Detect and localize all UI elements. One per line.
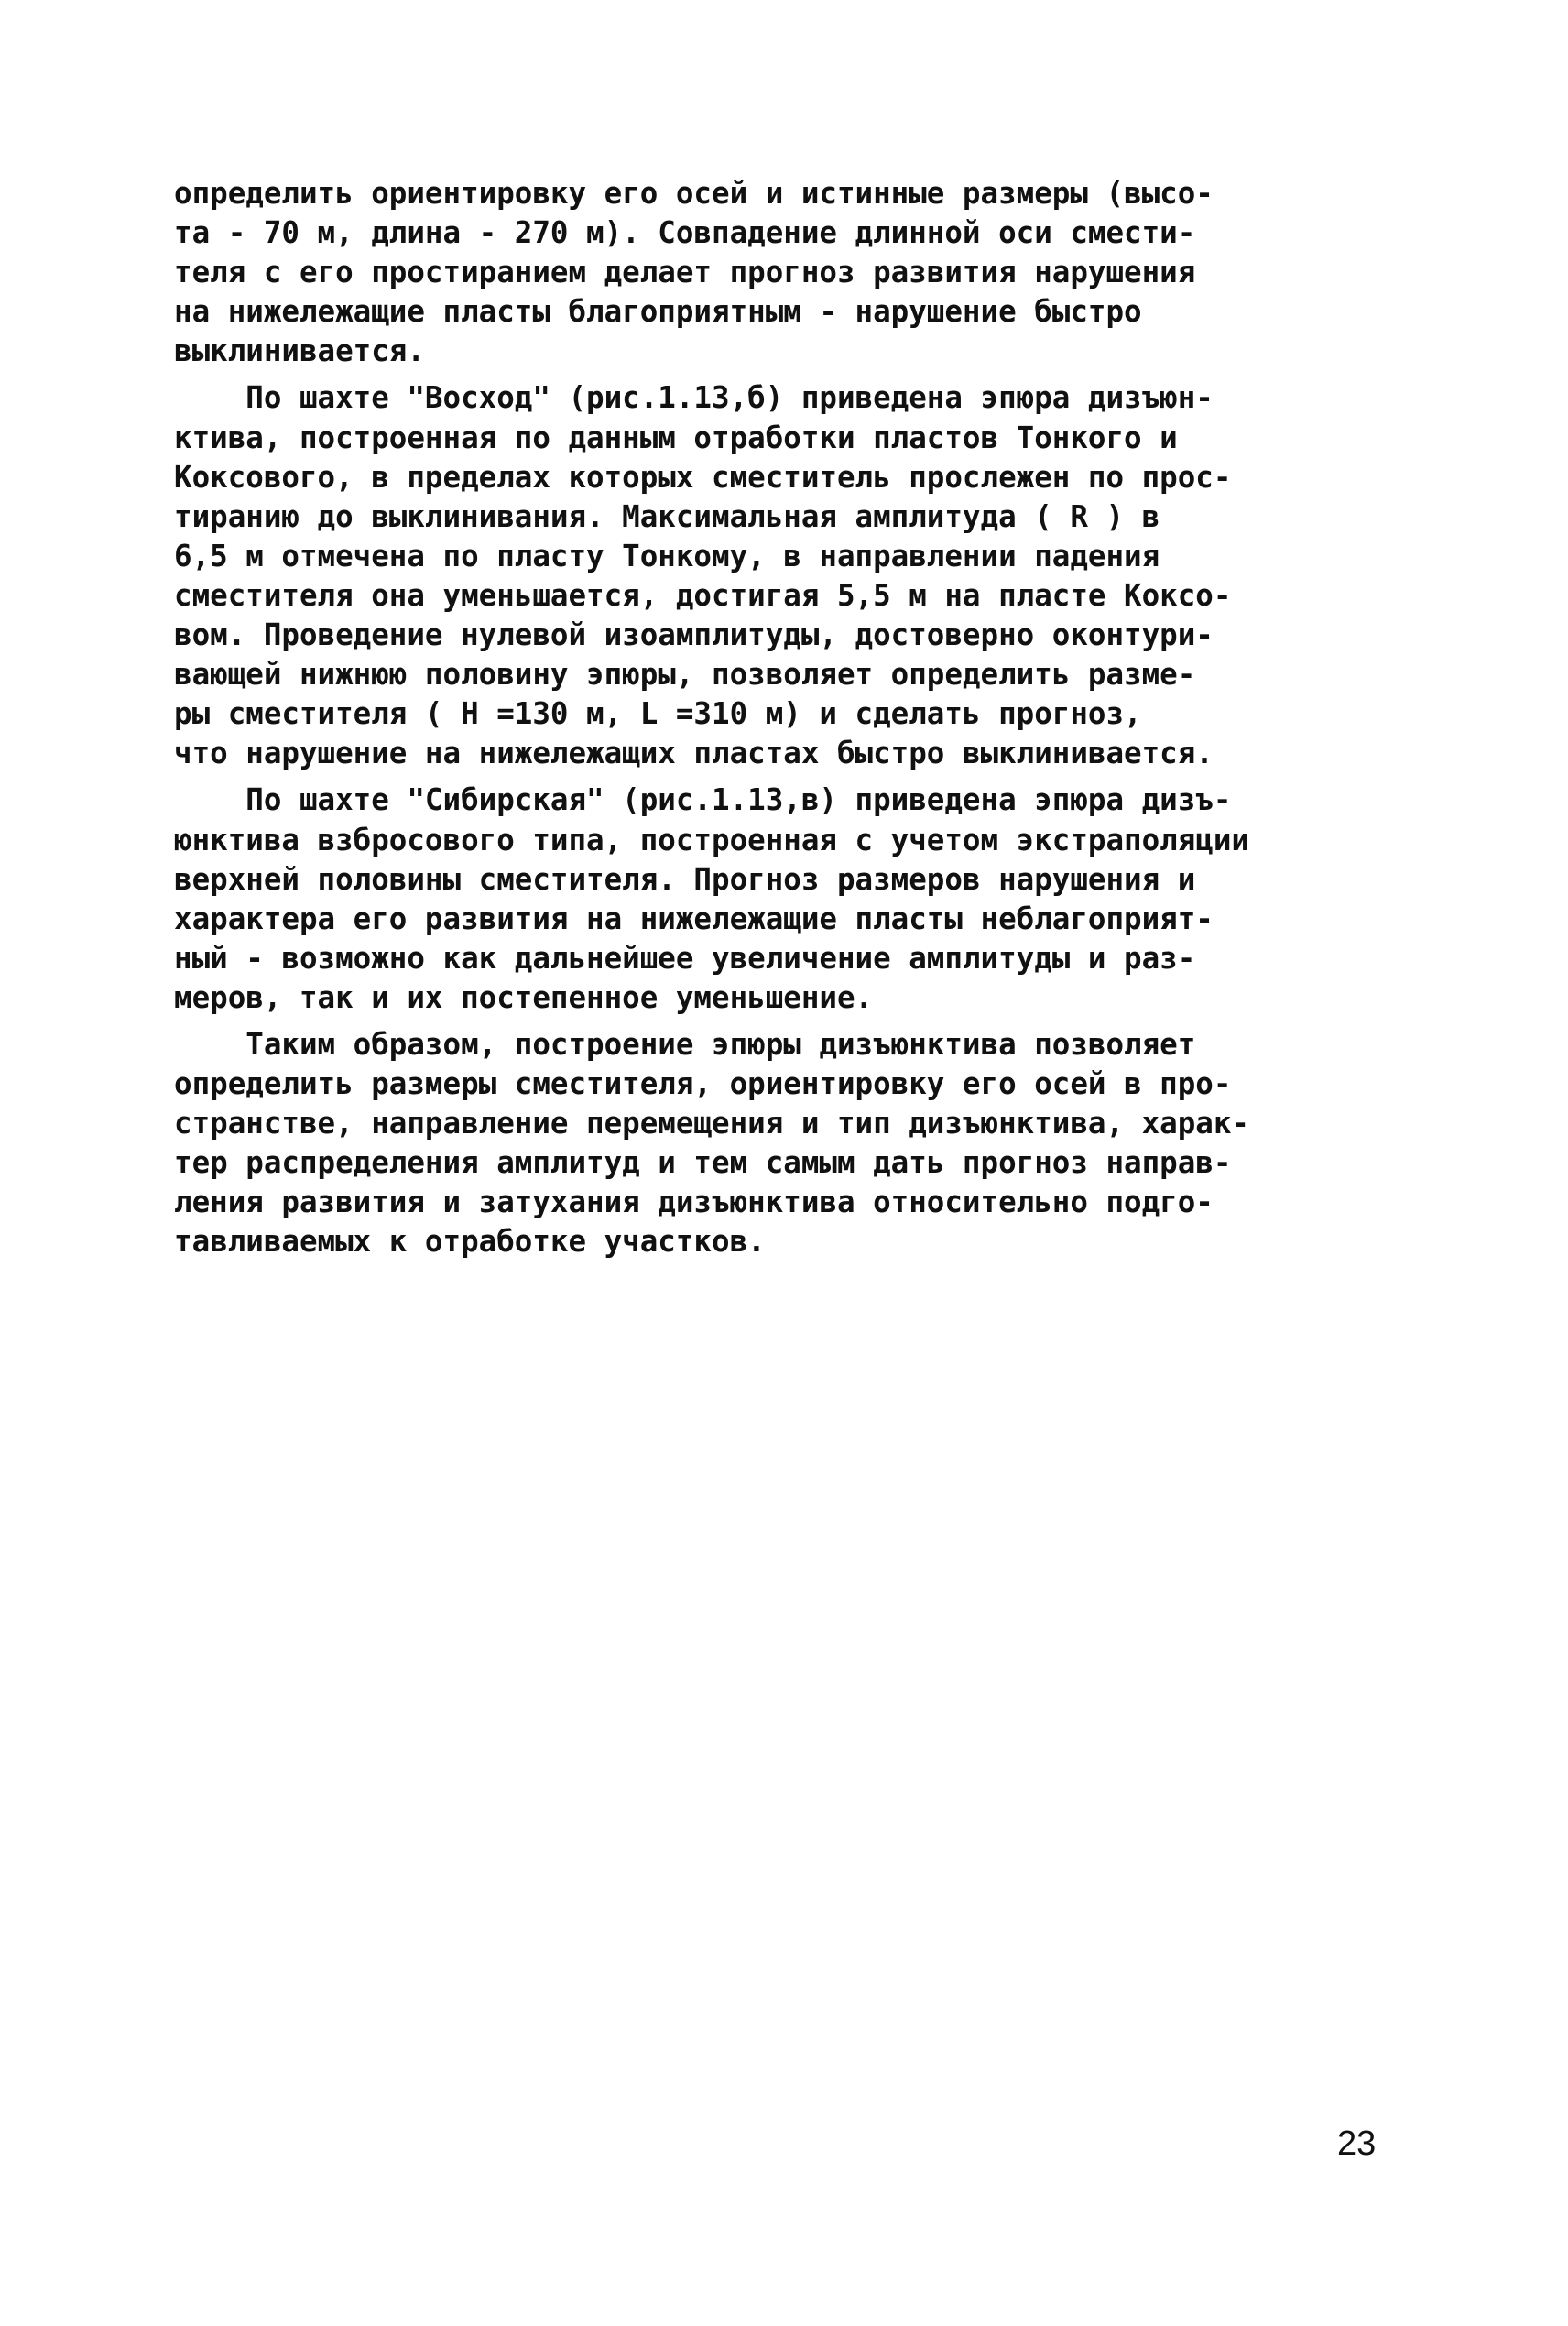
text-line: вом. Проведение нулевой изоамплитуды, достоверно оконтури- [174, 617, 1214, 653]
text-line: та - 70 м, длина - 270 м). Совпадение длинной оси смести- [174, 215, 1196, 251]
text-line: Коксового, в пределах которых сместитель прослежен по прос- [174, 459, 1232, 495]
text-line: По шахте "Восход" (рис.1.13,б) приведена эпюра дизъюн- [174, 380, 1214, 416]
paragraph-spacer [174, 371, 1420, 378]
page-number: 23 [1337, 2124, 1377, 2163]
text-line: вающей нижнюю половину эпюры, позволяет определить разме- [174, 657, 1196, 693]
text-line: тавливаемых к отработке участков. [174, 1224, 766, 1260]
text-line: странстве, направление перемещения и тип дизъюнктива, харак- [174, 1106, 1249, 1141]
text-line: юнктива взбросового типа, построенная с учетом экстраполяции [174, 822, 1249, 857]
text-line: Таким образом, построение эпюры дизъюнктива позволяет [174, 1026, 1196, 1062]
text-line: характера его развития на нижележащие пласты неблагоприят- [174, 901, 1214, 936]
paragraph-spacer [174, 1018, 1420, 1025]
text-line: теля с его простиранием делает прогноз развития нарушения [174, 255, 1196, 290]
paragraph-1 [174, 174, 1420, 371]
paragraph-3 [174, 781, 1420, 1018]
text-line: тер распределения амплитуд и тем самым дать прогноз направ- [174, 1145, 1232, 1181]
text-line: тиранию до выклинивания. Максимальная амплитуда ( R ) в [174, 498, 1160, 534]
body-text [174, 174, 1420, 1262]
text-line: меров, так и их постепенное уменьшение. [174, 979, 874, 1015]
paragraph-4 [174, 1025, 1420, 1262]
text-line: ления развития и затухания дизъюнктива относительно подго- [174, 1185, 1214, 1220]
text-line: определить ориентировку его осей и истинные размеры (высо- [174, 176, 1214, 211]
text-line: определить размеры сместителя, ориентировку его осей в про- [174, 1066, 1232, 1102]
text-line: верхней половины сместителя. Прогноз размеров нарушения и [174, 861, 1196, 897]
text-line: на нижележащие пласты благоприятным - нарушение быстро [174, 294, 1142, 330]
text-line: ный - возможно как дальнейшее увеличение амплитуды и раз- [174, 940, 1196, 976]
text-line: ры сместителя ( H =130 м, L =310 м) и сделать прогноз, [174, 696, 1142, 732]
text-line: что нарушение на нижележащих пластах быстро выклинивается. [174, 736, 1214, 771]
paragraph-2 [174, 378, 1420, 773]
text-line: По шахте "Сибирская" (рис.1.13,в) приведена эпюра дизъ- [174, 782, 1232, 818]
text-line: ктива, построенная по данным отработки пластов Тонкого и [174, 420, 1178, 455]
paragraph-spacer [174, 773, 1420, 781]
text-line: 6,5 м отмечена по пласту Тонкому, в направлении падения [174, 538, 1160, 573]
text-line: выклинивается. [174, 333, 425, 369]
text-line: сместителя она уменьшается, достигая 5,5 м на пласте Коксо- [174, 577, 1232, 613]
